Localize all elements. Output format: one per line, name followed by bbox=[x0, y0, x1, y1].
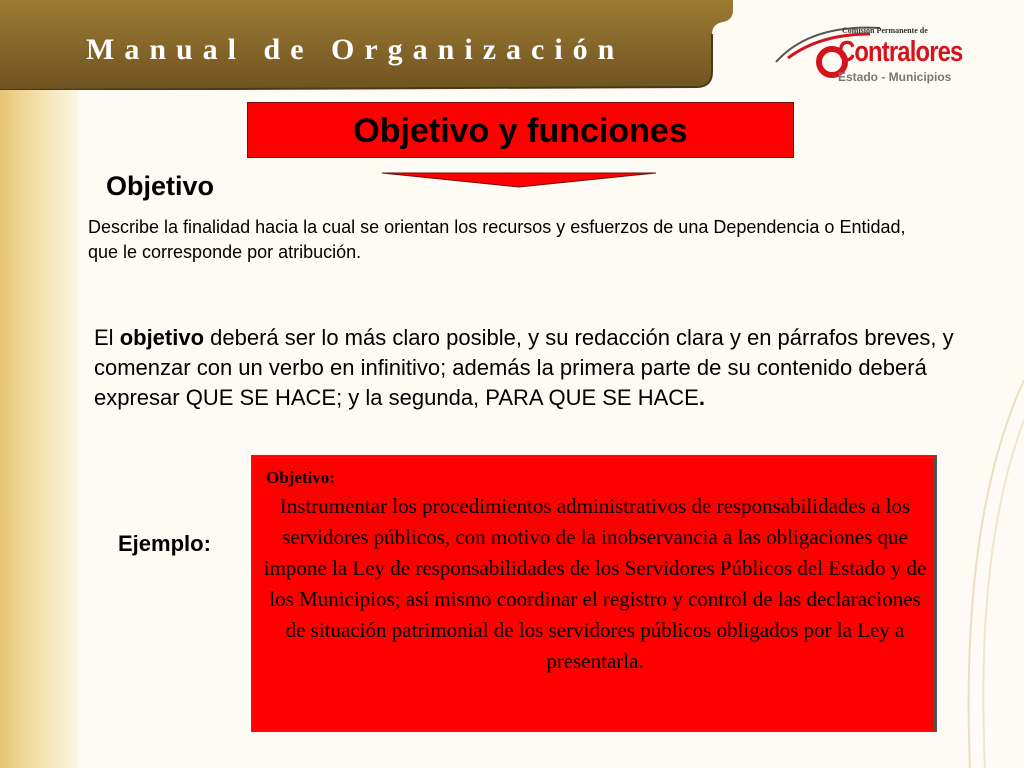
section-title-box bbox=[247, 102, 794, 158]
example-box-text: Instrumentar los procedimientos administrativos de responsabilidades a los servidores públicos, con motivo de la inobservancia a las obligaciones que impone la Ley de responsabilidades de los Servidores Públicos del Estado y de los Municipios; así mismo coordinar el registro y control de las declaraciones de situación patrimonial de los servidores públicos obligados por la Ley a presentarla. bbox=[263, 494, 927, 673]
document-title: Manual de Organización bbox=[86, 33, 625, 66]
objetivo-heading: Objetivo bbox=[106, 171, 215, 201]
objetivo-rule-paragraph bbox=[94, 323, 994, 413]
rule-keyword: objetivo bbox=[119, 325, 205, 350]
rule-end-mark: . bbox=[698, 385, 705, 410]
section-title: Objetivo y funciones bbox=[353, 112, 688, 150]
down-arrow-icon bbox=[380, 168, 660, 190]
example-box bbox=[251, 455, 937, 732]
left-decorative-strip bbox=[0, 0, 78, 768]
example-label: Ejemplo: bbox=[118, 531, 211, 556]
example-box-label: Objetivo: bbox=[266, 468, 335, 487]
logo-sub-text: Estado - Municipios bbox=[838, 70, 952, 84]
rule-body: deberá ser lo más claro posible, y su redacción clara y en párrafos breves, y comenzar con un verbo en infinitivo; además la primera parte de su contenido deberá expresar QUE SE HACE; y la segunda, PARA QUE SE HACE bbox=[94, 325, 954, 410]
logo-main-text: Contralores bbox=[838, 36, 963, 68]
right-decorative-curve bbox=[940, 380, 1024, 768]
logo-small-text: Comisión Permanente de bbox=[842, 26, 928, 35]
objetivo-description: Describe la finalidad hacia la cual se orientan los recursos y esfuerzos de una Dependencia o Entidad, que le corresponde por atribución. bbox=[88, 217, 906, 262]
rule-prefix: El bbox=[94, 325, 120, 350]
